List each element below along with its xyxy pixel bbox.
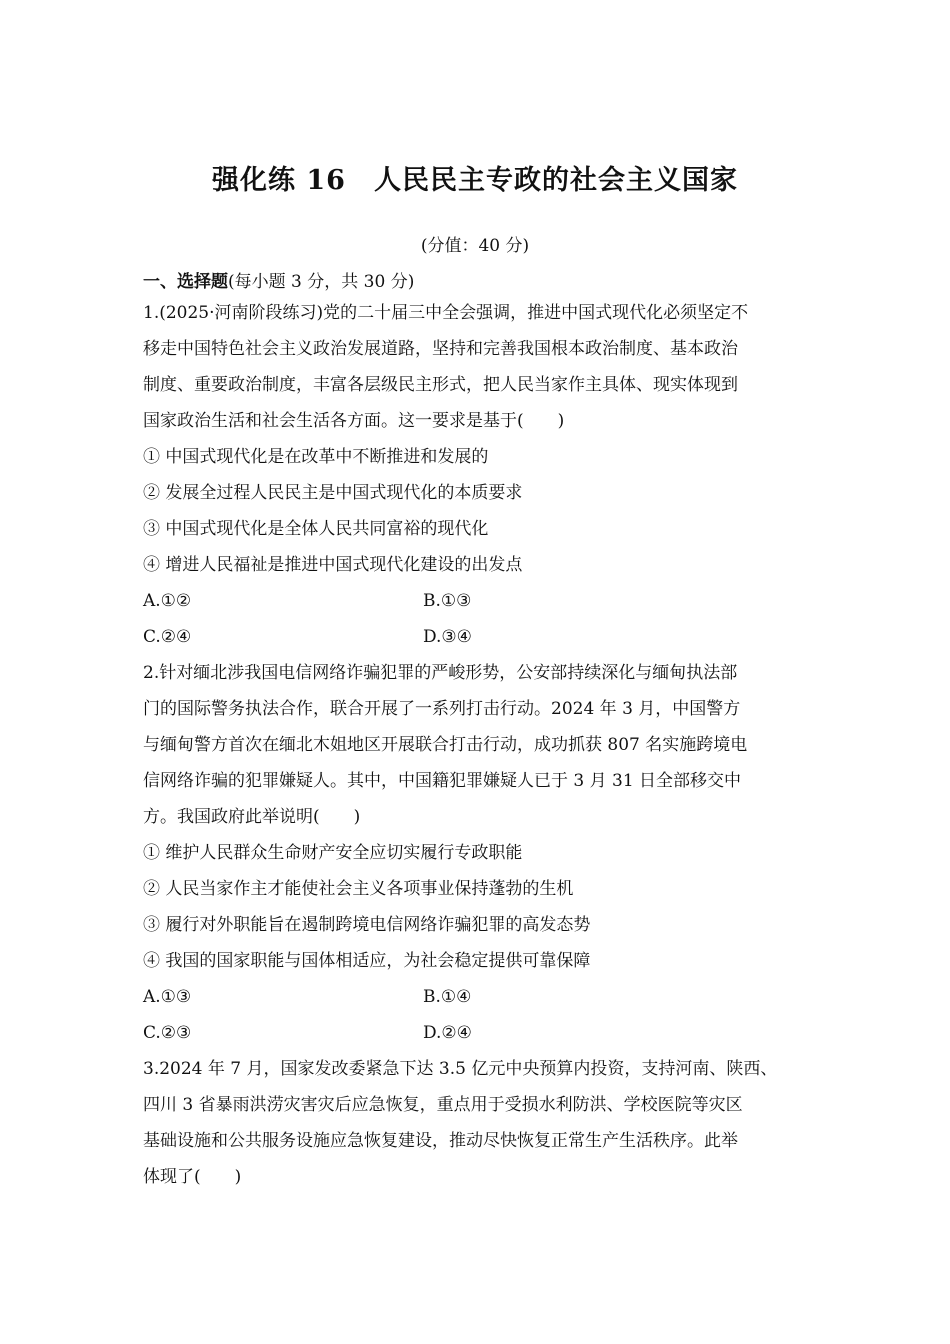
answer-choices-row [143, 979, 823, 1015]
answer-choice-a: A.①③ [143, 987, 192, 1007]
answer-choice-b: B.①③ [423, 591, 472, 611]
question-stem-line: 移走中国特色社会主义政治发展道路，坚持和完善我国根本政治制度、基本政治 [143, 339, 738, 359]
statement-option: ② 发展全过程人民民主是中国式现代化的本质要求 [143, 483, 523, 503]
question-stem-line: 门的国际警务执法合作，联合开展了一系列打击行动。2024 年 3 月，中国警方 [143, 699, 741, 719]
answer-choice-b: B.①④ [423, 987, 472, 1007]
question-1 [143, 295, 823, 655]
statement-option: ① 维护人民群众生命财产安全应切实履行专政职能 [143, 843, 523, 863]
question-stem-line: 2.针对缅北涉我国电信网络诈骗犯罪的严峻形势，公安部持续深化与缅甸执法部 [143, 663, 738, 683]
question-stem-line: 与缅甸警方首次在缅北木姐地区开展联合打击行动，成功抓获 807 名实施跨境电 [143, 735, 748, 755]
section-heading [143, 267, 414, 292]
question-stem-line: 信网络诈骗的犯罪嫌疑人。其中，中国籍犯罪嫌疑人已于 3 月 31 日全部移交中 [143, 771, 742, 791]
section-title: 一、选择题 [143, 272, 228, 292]
statement-option: ① 中国式现代化是在改革中不断推进和发展的 [143, 447, 489, 467]
question-stem-line: 四川 3 省暴雨洪涝灾害灾后应急恢复，重点用于受损水利防洪、学校医院等灾区 [143, 1095, 743, 1115]
question-stem-line: 国家政治生活和社会生活各方面。这一要求是基于( ) [143, 411, 565, 431]
question-stem-line: 基础设施和公共服务设施应急恢复建设，推动尽快恢复正常生产生活秩序。此举 [143, 1131, 738, 1151]
question-3 [143, 1051, 823, 1195]
answer-choice-a: A.①② [143, 591, 192, 611]
question-list [143, 295, 823, 1195]
answer-choices-row [143, 583, 823, 619]
answer-choice-d: D.②④ [423, 1023, 472, 1043]
statement-option: ④ 增进人民福祉是推进中国式现代化建设的出发点 [143, 555, 523, 575]
question-stem-line: 制度、重要政治制度，丰富各层级民主形式，把人民当家作主具体、现实体现到 [143, 375, 738, 395]
question-stem-line: 3.2024 年 7 月，国家发改委紧急下达 3.5 亿元中央预算内投资，支持河南、陕西、 [143, 1059, 778, 1079]
statement-option: ③ 履行对外职能旨在遏制跨境电信网络诈骗犯罪的高发态势 [143, 915, 591, 935]
statement-option: ③ 中国式现代化是全体人民共同富裕的现代化 [143, 519, 489, 539]
answer-choice-c: C.②③ [143, 1023, 192, 1043]
page-title: 强化练 16 人民民主专政的社会主义国家 [212, 165, 738, 196]
statement-option: ④ 我国的国家职能与国体相适应，为社会稳定提供可靠保障 [143, 951, 591, 971]
question-stem-line: 1.(2025·河南阶段练习)党的二十届三中全会强调，推进中国式现代化必须坚定不 [143, 303, 749, 323]
statement-option: ② 人民当家作主才能使社会主义各项事业保持蓬勃的生机 [143, 879, 574, 899]
answer-choices-row [143, 1015, 823, 1051]
answer-choices-row [143, 619, 823, 655]
score-note: (分值：40 分) [420, 236, 530, 256]
question-2 [143, 655, 823, 1051]
section-note: (每小题 3 分，共 30 分) [228, 272, 415, 292]
question-stem-line: 体现了( ) [143, 1167, 242, 1187]
answer-choice-d: D.③④ [423, 627, 472, 647]
question-stem-line: 方。我国政府此举说明( ) [143, 807, 361, 827]
answer-choice-c: C.②④ [143, 627, 192, 647]
